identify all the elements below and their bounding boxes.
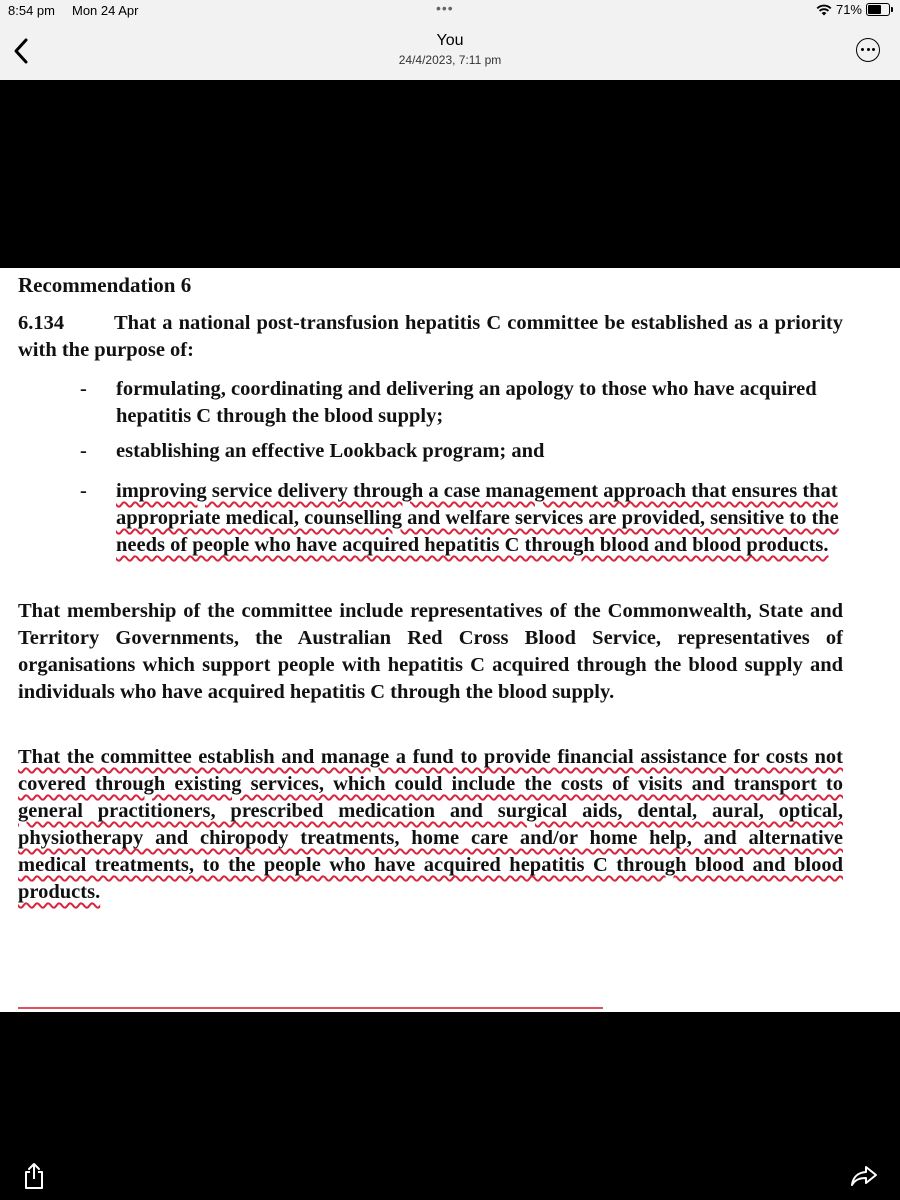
sender-name: You [436, 32, 464, 49]
bullet-text: formulating, coordinating and delivering an apology to those who have acquired hepatitis C through the blood supply; [116, 378, 817, 427]
fund-paragraph: That the committee establish and manage a fund to provide financial assistance for costs not covered through existing services, which could include the costs of visits and transport to general practitioners, prescribed medication and surgical aids, dental, aural, optical, physiotherapy and chiropody treatments, home care and/or home help, and alternative medical treatments, to the people who have acquired hepatitis C through blood and blood products. [18, 746, 843, 903]
membership-paragraph: That membership of the committee include representatives of the Commonwealth, State and Territory Governments, the Australian Red Cross Blood Service, representatives of organisations which support people with hepatitis C acquired through the blood supply and individuals who have acquired hepatitis C through the blood supply. [18, 600, 843, 703]
share-icon [22, 1162, 46, 1190]
bottom-toolbar [0, 1152, 900, 1200]
paragraph-text: That a national post-transfusion hepatitis C committee be established as a priority with the purpose of: [18, 312, 843, 361]
document-photo [0, 268, 900, 1012]
annotation-line [18, 1007, 603, 1009]
bullet-text-underlined: improving service delivery through a case management approach that ensures that appropriate medical, counselling and welfare services are provided, sensitive to the needs of people who have acquired hepatitis C through blood and blood products. [116, 480, 839, 556]
forward-icon [850, 1164, 878, 1188]
battery-icon [866, 3, 890, 16]
paragraph-6-134 [18, 310, 843, 364]
navigation-bar [0, 22, 900, 80]
wifi-icon [816, 4, 832, 16]
ellipsis-circle-icon [861, 48, 864, 51]
bullet-dash: - [80, 480, 87, 502]
battery-percentage: 71% [835, 2, 862, 17]
photo-viewer[interactable] [0, 80, 900, 1152]
share-button[interactable] [22, 1162, 46, 1190]
forward-button[interactable] [850, 1164, 878, 1188]
bullet-dash: - [80, 440, 87, 462]
multitasking-dots-icon[interactable]: ••• [436, 0, 454, 16]
photo-timestamp: 24/4/2023, 7:11 pm [398, 53, 502, 67]
more-options-button[interactable] [856, 38, 880, 62]
paragraph-number: 6.134 [18, 312, 65, 334]
bullet-text: establishing an effective Lookback program; and [116, 440, 545, 462]
status-bar [0, 0, 900, 22]
recommendation-heading: Recommendation 6 [18, 273, 192, 297]
status-date: Mon 24 Apr [72, 3, 139, 18]
status-indicators [816, 2, 890, 17]
status-time: 8:54 pm [8, 3, 55, 18]
bullet-dash: - [80, 378, 87, 400]
